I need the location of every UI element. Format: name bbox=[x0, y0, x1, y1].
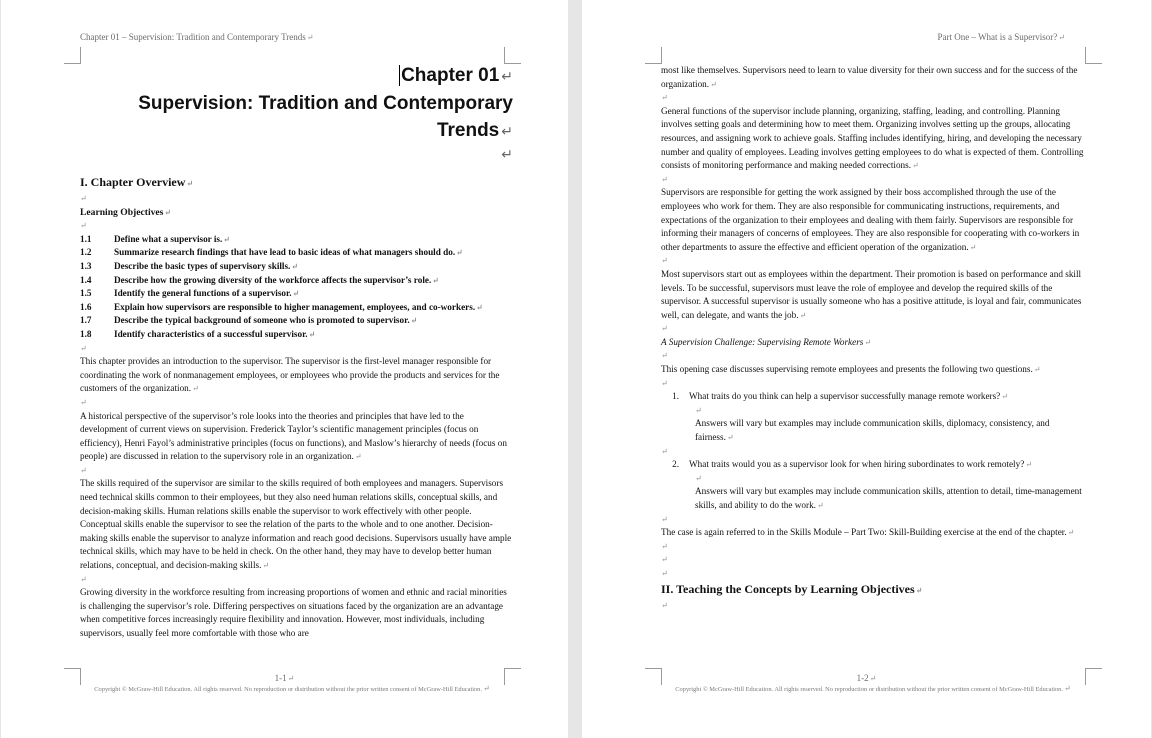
section-heading: II. Teaching the Concepts by Learning Objectives↵ bbox=[661, 581, 923, 596]
objective-item: 1.8 Identify characteristics of a successful supervisor.↵ bbox=[80, 328, 316, 339]
chapter-title[interactable]: Supervision: Tradition and Contemporary Trends ↵ bbox=[138, 93, 513, 141]
page-header: Part One – What is a Supervisor?↵ bbox=[937, 32, 1065, 42]
page-number: 1-1↵ bbox=[274, 673, 295, 683]
answer-text: Answers will vary but examples may include communication skills, diplomacy, consistency, and fairness.↵ bbox=[695, 418, 1050, 443]
challenge-intro: This opening case discusses supervising remote employees and presents the following two questions.↵ bbox=[661, 364, 1041, 375]
answer-text: Answers will vary but examples may include communication skills, attention to detail, time-management skills, and ability to do the work.↵ bbox=[695, 486, 1082, 510]
objective-item: 1.1 Define what a supervisor is.↵ bbox=[80, 233, 230, 244]
body-paragraph: Most supervisors start out as employees within the department. Their promotion is based on performance and skill levels. To be successful, supervisors must leave the role of employee and develop the required skills of the supervisor. A successful supervisor is usually someone who has a positive attitude, is loyal and fair, communicates well, can delegate, and wants the job.↵ bbox=[661, 268, 1082, 320]
objective-item: 1.5 Identify the general functions of a supervisor.↵ bbox=[80, 288, 300, 299]
objectives-heading: Learning Objectives↵ bbox=[80, 206, 172, 218]
margin-corner-mark bbox=[64, 47, 81, 64]
document-page-1 bbox=[1, 0, 568, 738]
challenge-title: A Supervision Challenge: Supervising Remote Workers↵ bbox=[661, 336, 872, 347]
closing-paragraph: The case is again referred to in the Skills Module – Part Two: Skill-Building exercise at the end of the chapter.↵ bbox=[661, 527, 1075, 538]
page-2-body[interactable]: most like themselves. Supervisors need to learn to value diversity for their own success and for the success of the organization.↵ ↵ General functions of the supervisor include planning, organizing, staffing, leading, and controlling. Planning involves setting goals and determining how to meet them. Organizing involves setting up the groups, allocating resources, and assigning work to achieve goals. Staffing includes identifying, hiring, and developing the necessary number and quality of employees. Leading involves getting employees to do what is expected of them. Controlling consists of monitoring performance and making needed corrections.↵ ↵ Supervisors are responsible for getting the work assigned by their boss accomplished through the use of the employees who work for them. They are also responsible for communicating instructions, requirements, and expectations of the organization to their employees and dealing with them fairly. Supervisors are responsible for informing their managers of concerns of employees. They are also responsible for cooperating with co-workers in other departments to assure the effective and efficient operation of the organization.↵ ↵ Most supervisors start out as employees within the department. Their promotion is based on performance and skill levels. To be successful, supervisors must leave the role of employee and develop the required skills of the supervisor. A successful supervisor is usually someone who has a positive attitude, is loyal and fair, communicates well, can delegate, and wants the job.↵ ↵ A Supervision Challenge: Supervising Remote Workers↵ ↵ This opening case discusses supervising remote employees and presents the following two questions.↵ ↵ 1. What traits do you think can help a supervisor successfully manage remote workers?↵ ↵ Answers will vary but examples may include communication skills, diplomacy, consistency, and fairness.↵ ↵ 2. What traits would you as a supervisor look for when hiring subordinates to work remotely?↵ ↵ Answers will vary but examples may include communication skills, attention to detail, time-management skills, and ability to do the work.↵ ↵ The case is again referred to in the Skills Module – Part Two: Skill-Building exercise at the end of the chapter.↵ ↵ ↵ ↵ II. Teaching the Concepts by Learning Objectives↵ ↵ bbox=[661, 64, 1089, 612]
overview-paragraph: A historical perspective of the supervisor’s role looks into the theories and principles that have led to the development of current views on supervision. Frederick Taylor’s scientific management principles (focus on efficiency), Henri Fayol’s administrative principles (focus on functions), and Maslow’s hierarchy of needs (focus on people) are discussed in relation to the supervisory role in an organization.↵ bbox=[80, 410, 507, 462]
body-paragraph: Supervisors are responsible for getting the work assigned by their boss accomplished through the use of the employees who work for them. They are also responsible for communicating instructions, requirements, and expectations of the organization to their employees and dealing with them fairly. Supervisors are responsible for informing their managers of concerns of employees. They are also responsible for cooperating with co-workers in other departments to assure the effective and efficient operation of the organization.↵ bbox=[661, 187, 1080, 252]
question-item: 1. What traits do you think can help a supervisor successfully manage remote workers?↵ bbox=[672, 391, 1008, 402]
document-page-2 bbox=[582, 0, 1151, 738]
copyright-footer: Copyright © McGraw-Hill Education. All rights reserved. No reproduction or distribution without the prior written consent of McGraw-Hill Education.↵ bbox=[675, 684, 1071, 693]
overview-paragraph: The skills required of the supervisor are similar to the skills required of both employees and managers. Supervisors need technical skills common to their employees, but they also need human relations skills, conceptual skills, and decision-making skills. Human relations skills enable the supervisor to work effectively with other people. Conceptual skills enable the supervisor to see the relation of the parts to the whole and to one another. Decision-making skills enable the supervisor to analyze information and reach good decisions. Supervisors usually have ample technical skills, which may have to be held in check. On the other hand, they may have to develop better human relations, conceptual, and decision-making skills.↵ bbox=[80, 478, 512, 571]
page-header: Chapter 01 – Supervision: Tradition and Contemporary Trends↵ bbox=[80, 32, 314, 42]
overview-paragraph: This chapter provides an introduction to the supervisor. The supervisor is the first-level manager responsible for coordinating the work of nonmanagement employees, or employees who provide the products and services for the customers of the organization.↵ bbox=[80, 356, 500, 394]
page-number: 1-2↵ bbox=[856, 673, 877, 683]
overview-paragraph: Growing diversity in the workforce resulting from increasing proportions of women and ethnic and racial minorities is challenging the supervisor’s role. Differing perspectives on situations faced by the organization are an advantage when competitive forces increasingly require flexibility and innovation. However, most individuals, including supervisors, usually feel more comfortable with those who are bbox=[80, 587, 507, 638]
objective-item: 1.2 Summarize research findings that have lead to basic ideas of what managers should do.↵ bbox=[80, 247, 463, 258]
objective-item: 1.7 Describe the typical background of someone who is promoted to supervisor.↵ bbox=[80, 315, 418, 326]
objective-item: 1.3 Describe the basic types of supervisory skills.↵ bbox=[80, 260, 299, 271]
body-paragraph: most like themselves. Supervisors need to learn to value diversity for their own success and for the success of the organization.↵ bbox=[661, 65, 1078, 89]
chapter-number[interactable]: Chapter 01 ↵ bbox=[401, 65, 513, 86]
page-1-body[interactable]: I. Chapter Overview↵ ↵ Learning Objectives↵ ↵ 1.1 Define what a supervisor is.↵ 1.2 Summarize research findings that have lead to basic ideas of what managers should do.↵ 1.3 Describe the basic types of supervisory skills.↵ 1.4 Describe how the growing diversity of the workforce affects the supervisor’s role.↵ 1.5 Identify the general functions of a supervisor.↵ 1.6 Explain how supervisors are responsible to higher management, employees, and co-workers.↵ 1.7 Describe the typical background of someone who is promoted to supervisor.↵ 1.8 Identify characteristics of a successful supervisor.↵ ↵ This chapter provides an introduction to the supervisor. The supervisor is the first-level manager responsible for coordinating the work of nonmanagement employees, or employees who provide the products and services for the customers of the organization.↵ ↵ A historical perspective of the supervisor’s role looks into the theories and principles that have led to the development of current views on supervision. Frederick Taylor’s scientific management principles (focus on efficiency), Henri Fayol’s administrative principles (focus on functions), and Maslow’s hierarchy of needs (focus on people) are discussed in relation to the supervisory role in an organization.↵ ↵ The skills required of the supervisor are similar to the skills required of both employees and managers. Supervisors need technical skills common to their employees, but they also need human relations skills, conceptual skills, and decision-making skills. Human relations skills enable the supervisor to work effectively with other people. Conceptual skills enable the supervisor to see the relation of the parts to the whole and to one another. Decision-making skills enable the supervisor to analyze information and reach good decisions. Supervisors usually have ample technical skills, which may have to be held in check. On the other hand, they may have to develop better human relations, conceptual, and decision-making skills.↵ ↵ Growing diversity in the workforce resulting from increasing proportions of women and ethnic and racial minorities is challenging the supervisor’s role. Differing perspectives on situations faced by the organization are an advantage when competitive forces increasingly require flexibility and innovation. However, most individuals, including supervisors, usually feel more comfortable with those who are bbox=[80, 174, 512, 641]
objective-item: 1.4 Describe how the growing diversity of the workforce affects the supervisor’s role.↵ bbox=[80, 274, 439, 285]
body-paragraph: General functions of the supervisor include planning, organizing, staffing, leading, and controlling. Planning involves setting goals and determining how to meet them. Organizing involves setting up the groups, allocating resources, and assigning work to achieve goals. Staffing includes identifying, hiring, and developing the necessary number and quality of employees. Leading involves getting employees to do what is expected of them. Controlling consists of monitoring performance and making needed corrections.↵ bbox=[661, 105, 1084, 171]
margin-corner-mark bbox=[504, 47, 521, 64]
section-heading: I. Chapter Overview↵ bbox=[80, 175, 194, 189]
objective-item: 1.6 Explain how supervisors are responsible to higher management, employees, and co-workers.↵ bbox=[80, 301, 483, 312]
copyright-footer: Copyright © McGraw-Hill Education. All rights reserved. No reproduction or distribution without the prior written consent of McGraw-Hill Education.↵ bbox=[94, 684, 490, 693]
margin-corner-mark bbox=[1085, 47, 1102, 64]
question-item: 2. What traits would you as a supervisor look for when hiring subordinates to work remotely?↵ bbox=[672, 459, 1032, 470]
margin-corner-mark bbox=[645, 47, 662, 64]
paragraph-mark: ↵ bbox=[501, 146, 513, 162]
objectives-list bbox=[80, 233, 512, 342]
